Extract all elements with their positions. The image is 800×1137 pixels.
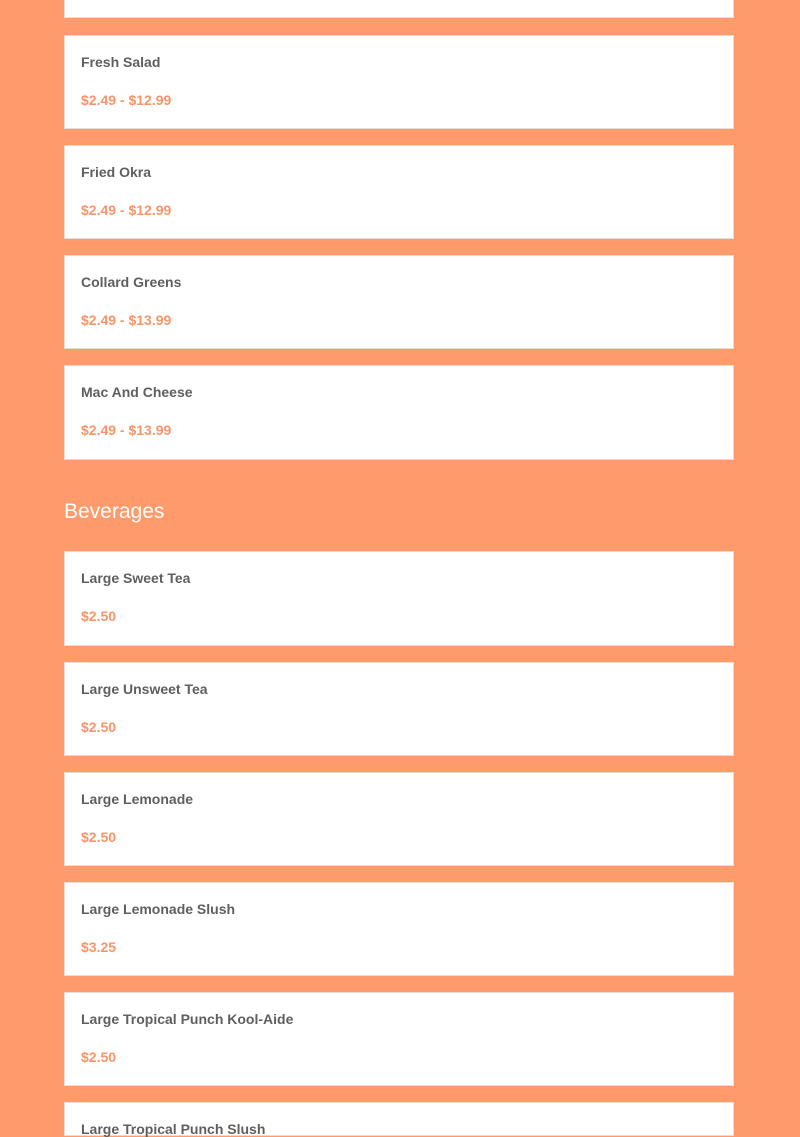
menu-item-card[interactable]: [64, 992, 734, 1086]
item-price: $2.49 - $12.99: [81, 92, 172, 108]
item-name: Fried Okra: [81, 164, 152, 180]
menu-item-card[interactable]: [64, 0, 734, 18]
item-name: Large Lemonade Slush: [81, 901, 236, 917]
item-name: Mac And Cheese: [81, 384, 193, 400]
item-name: Collard Greens: [81, 274, 182, 290]
menu-item-card[interactable]: [64, 1102, 734, 1136]
item-name: Large Sweet Tea: [81, 570, 191, 586]
item-name: Fresh Salad: [81, 54, 161, 70]
menu-item-card[interactable]: [64, 35, 734, 129]
item-name: Large Lemonade: [81, 791, 194, 807]
item-name: Large Tropical Punch Slush: [81, 1121, 266, 1137]
item-price: $2.49 - $13.99: [81, 312, 172, 328]
item-price: $2.50: [81, 719, 117, 735]
menu-item-card[interactable]: [64, 882, 734, 976]
item-price: $2.49 - $12.99: [81, 202, 172, 218]
menu-item-card[interactable]: [64, 772, 734, 866]
item-price: $2.49 - $13.99: [81, 422, 172, 438]
item-price: $2.50: [81, 829, 117, 845]
menu-item-card[interactable]: [64, 551, 734, 646]
item-name: Large Tropical Punch Kool-Aide: [81, 1011, 294, 1027]
menu-item-card[interactable]: [64, 255, 734, 349]
item-name: Large Unsweet Tea: [81, 681, 208, 697]
item-price: $3.25: [81, 939, 117, 955]
section-title-beverages: Beverages: [64, 500, 165, 523]
item-price: $2.50: [81, 1049, 117, 1065]
menu-item-card[interactable]: [64, 662, 734, 756]
menu-item-card[interactable]: [64, 145, 734, 239]
menu-item-card[interactable]: [64, 365, 734, 460]
item-price: $2.50: [81, 608, 117, 624]
